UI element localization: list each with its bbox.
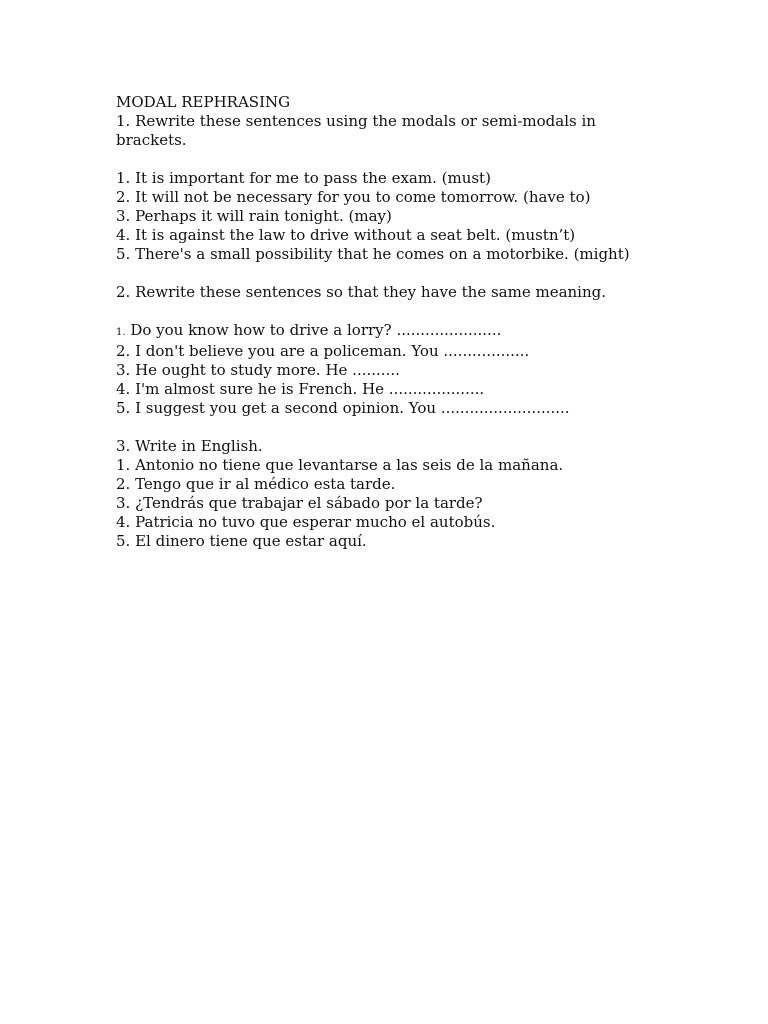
document-title: MODAL REPHRASING [116, 93, 291, 111]
section3-item: 2. Tengo que ir al médico esta tarde. [116, 475, 396, 493]
spacer [116, 302, 716, 321]
section2-item: 3. He ought to study more. He .......... [116, 361, 400, 379]
section1-heading: 1. Rewrite these sentences using the modals or semi-modals in [116, 112, 596, 130]
section2-item: 5. I suggest you get a second opinion. You ........................... [116, 399, 570, 417]
section2-item [116, 321, 716, 342]
section3-item: 4. Patricia no tuvo que esperar mucho el autobús. [116, 513, 496, 531]
section3-item: 3. ¿Tendrás que trabajar el sábado por la tarde? [116, 494, 483, 512]
section1-item: 2. It will not be necessary for you to come tomorrow. (have to) [116, 188, 591, 206]
spacer [116, 264, 716, 283]
section2-item-text: Do you know how to drive a lorry? ...................... [130, 321, 502, 339]
section3-item: 5. El dinero tiene que estar aquí. [116, 532, 367, 550]
section2-item: 4. I'm almost sure he is French. He .................... [116, 380, 485, 398]
spacer [116, 418, 716, 437]
section2-item-number: 1. [116, 327, 126, 338]
section1-item: 5. There's a small possibility that he comes on a motorbike. (might) [116, 245, 630, 263]
section3-heading: 3. Write in English. [116, 437, 263, 455]
section1-item: 1. It is important for me to pass the exam. (must) [116, 169, 491, 187]
section3-item: 1. Antonio no tiene que levantarse a las seis de la mañana. [116, 456, 564, 474]
document-page [116, 93, 716, 551]
section2-heading: 2. Rewrite these sentences so that they have the same meaning. [116, 283, 607, 301]
section1-heading-continued: brackets. [116, 131, 187, 149]
section2-item: 2. I don't believe you are a policeman. You .................. [116, 342, 530, 360]
section1-item: 4. It is against the law to drive without a seat belt. (mustn’t) [116, 226, 576, 244]
section1-item: 3. Perhaps it will rain tonight. (may) [116, 207, 392, 225]
spacer [116, 150, 716, 169]
